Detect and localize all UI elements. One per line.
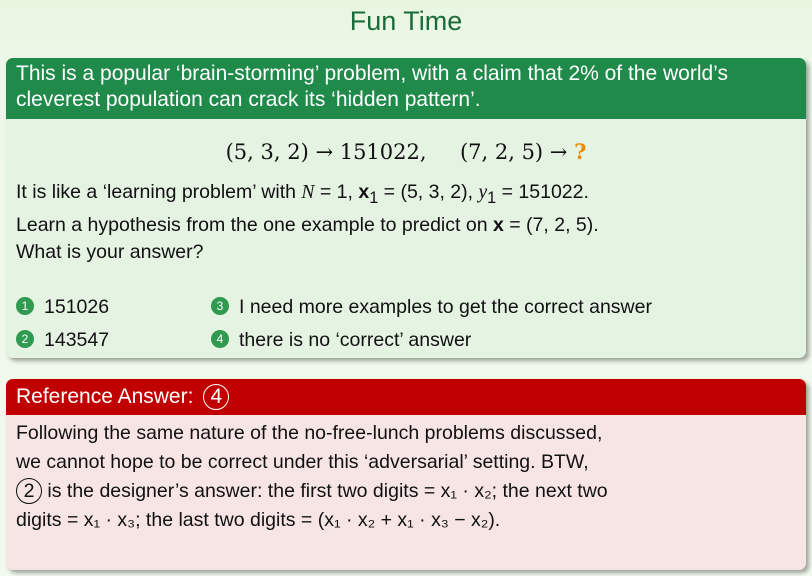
formula-question-mark: ? bbox=[574, 139, 587, 164]
option-3[interactable] bbox=[211, 294, 652, 320]
sub-x1: 1 bbox=[369, 188, 379, 207]
option-text: I need more examples to get the correct answer bbox=[239, 296, 652, 318]
problem-line-2 bbox=[16, 212, 796, 239]
option-2[interactable] bbox=[16, 327, 109, 353]
option-number-icon: 3 bbox=[211, 297, 229, 315]
formula-right: (7, 2, 5) → bbox=[459, 140, 568, 164]
option-number-icon: 2 bbox=[16, 330, 34, 348]
problem-line-1 bbox=[16, 179, 796, 212]
problem-line-3: What is your answer? bbox=[16, 240, 204, 263]
question-header: This is a popular ‘brain-storming’ problem, with a claim that 2% of the world’s cleverest population can crack its ‘hidden pattern’. bbox=[6, 58, 806, 119]
example-formula bbox=[6, 139, 806, 167]
formula-left: (5, 3, 2) → 151022, bbox=[225, 140, 427, 164]
option-text: 143547 bbox=[44, 329, 110, 351]
option-number-icon: 4 bbox=[211, 330, 229, 348]
answer-line-1: Following the same nature of the no-free-lunch problems discussed, bbox=[16, 422, 603, 444]
answer-header bbox=[6, 379, 806, 415]
answer-line-4: digits = x₁ · x₃; the last two digits = (x₁ · x₂ + x₁ · x₃ − x₂). bbox=[16, 509, 501, 531]
var-N: N bbox=[301, 182, 315, 203]
slide-title: Fun Time bbox=[349, 6, 463, 36]
answer-line-3 bbox=[16, 477, 796, 506]
answer-header-label: Reference Answer: bbox=[16, 385, 194, 408]
var-x: x bbox=[492, 213, 504, 236]
problem-description bbox=[6, 179, 806, 266]
para-text-4: = 151022. bbox=[496, 181, 589, 203]
var-y1: y bbox=[478, 182, 488, 203]
para-text-3: = (5, 3, 2), bbox=[378, 181, 479, 203]
para-line2-end: = (7, 2, 5). bbox=[503, 213, 599, 236]
answer-line-2: we cannot hope to be correct under this ‘adversarial’ setting. BTW, bbox=[16, 451, 589, 473]
answer-line3-circled-number: 2 bbox=[16, 478, 42, 504]
answer-circled-number: 4 bbox=[203, 384, 229, 410]
answer-line3-text: is the designer’s answer: the first two digits = x₁ · x₂; the next two bbox=[42, 480, 608, 502]
var-x1: x bbox=[358, 181, 370, 203]
para-line2-text: Learn a hypothesis from the one example to predict on bbox=[16, 213, 488, 236]
sub-y1: 1 bbox=[487, 188, 497, 207]
para-text-1: It is like a ‘learning problem’ with bbox=[16, 181, 296, 203]
answer-body bbox=[6, 415, 806, 535]
option-text: there is no ‘correct’ answer bbox=[239, 329, 472, 351]
option-4[interactable] bbox=[211, 327, 471, 353]
answer-box bbox=[6, 379, 806, 570]
para-text-2: = 1, bbox=[314, 181, 359, 203]
option-1[interactable] bbox=[16, 294, 109, 320]
option-number-icon: 1 bbox=[16, 297, 34, 315]
question-box bbox=[6, 58, 806, 358]
option-text: 151026 bbox=[44, 296, 110, 318]
